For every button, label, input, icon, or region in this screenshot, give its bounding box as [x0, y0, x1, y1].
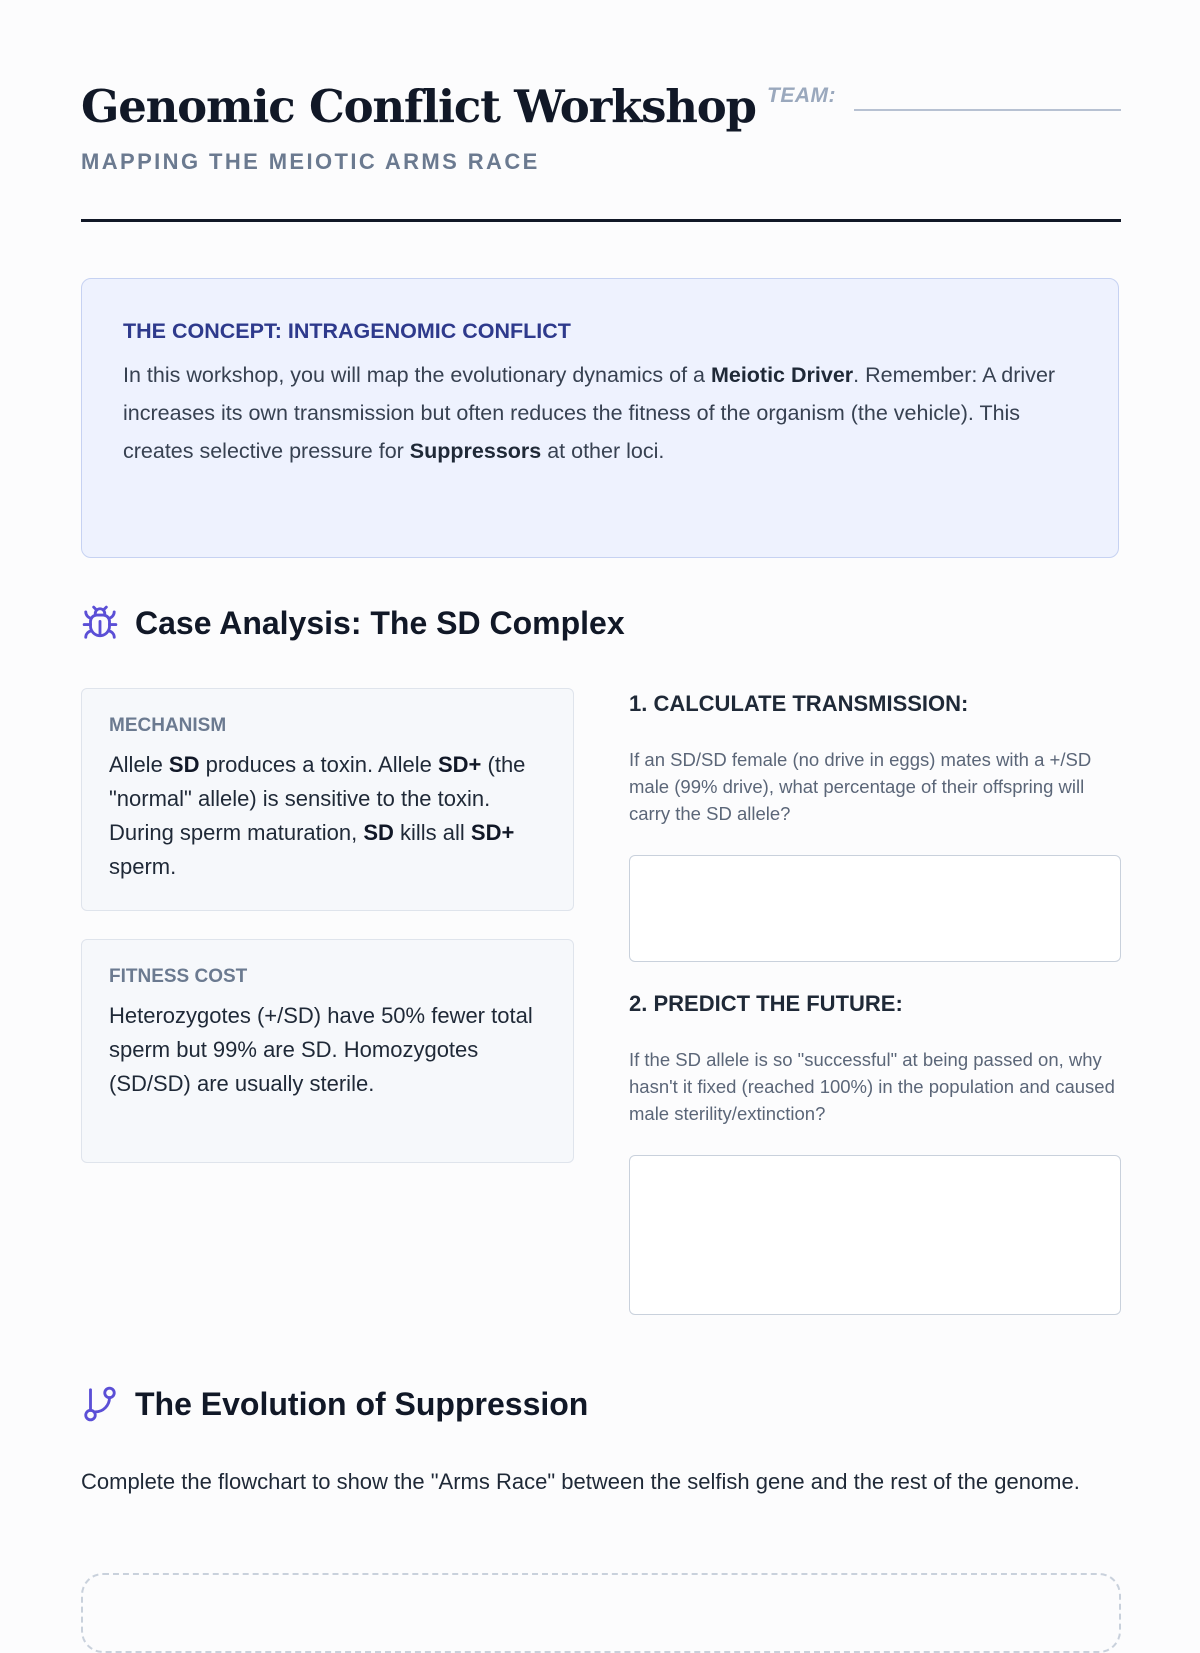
text-run: In this workshop, you will map the evolutionary dynamics of a: [123, 363, 711, 387]
question-2-answer-box[interactable]: [629, 1155, 1121, 1315]
case-analysis-heading: [81, 604, 625, 642]
mechanism-body: [109, 748, 546, 884]
fitness-cost-card: [81, 939, 574, 1163]
text-run: sperm.: [109, 854, 177, 879]
text-run: Allele: [109, 752, 169, 777]
flowchart-instruction: Complete the flowchart to show the "Arms Race" between the selfish gene and the rest of the genome.: [81, 1469, 1080, 1494]
concept-title: THE CONCEPT: INTRAGENOMIC CONFLICT: [123, 319, 571, 343]
case-analysis-title: Case Analysis: The SD Complex: [135, 604, 625, 641]
emphasized-term: SD: [168, 752, 200, 777]
question-1-title: 1. CALCULATE TRANSMISSION:: [629, 691, 969, 716]
text-run: kills all: [393, 820, 471, 845]
emphasized-term: SD+: [470, 820, 515, 845]
question-1-answer-box[interactable]: [629, 855, 1121, 962]
question-2-text: If the SD allele is so "successful" at being passed on, why hasn't it fixed (reached 100%) in the population and caused male sterility/extinction?: [629, 1049, 1115, 1124]
team-name-field[interactable]: [854, 109, 1121, 111]
question-1-text: If an SD/SD female (no drive in eggs) mates with a +/SD male (99% drive), what percentage of their offspring will carry the SD allele?: [629, 749, 1092, 824]
suppression-heading: [81, 1385, 588, 1423]
emphasized-term: Meiotic Driver: [710, 363, 854, 387]
concept-box: [81, 278, 1119, 558]
page-subtitle: MAPPING THE MEIOTIC ARMS RACE: [81, 149, 540, 174]
question-2-title: 2. PREDICT THE FUTURE:: [629, 991, 903, 1016]
concept-body: [123, 356, 1078, 470]
mechanism-label: MECHANISM: [109, 715, 227, 736]
emphasized-term: SD: [363, 820, 394, 845]
header-divider: [81, 219, 1121, 222]
text-run: at other loci.: [541, 439, 665, 463]
emphasized-term: Suppressors: [409, 439, 542, 463]
fitness-cost-label: FITNESS COST: [109, 966, 248, 987]
worksheet-page: [81, 0, 1121, 1600]
git-branch-icon: [81, 1385, 119, 1423]
text-run: (the "normal" allele) is sensitive to the toxin. During sperm maturation,: [109, 752, 526, 845]
text-run: Heterozygotes (+/SD) have 50% fewer total sperm but 99% are SD. Homozygotes (SD/SD) are usually sterile.: [109, 1003, 533, 1096]
suppression-title: The Evolution of Suppression: [135, 1385, 589, 1422]
mechanism-card: [81, 688, 574, 911]
bug-icon: [81, 604, 119, 642]
emphasized-term: SD+: [437, 752, 482, 777]
text-run: produces a toxin. Allele: [199, 752, 438, 777]
text-run: . Remember: A driver increases its own transmission but often reduces the fitness of the organism (the vehicle). This creates selective pressure for: [123, 363, 1056, 463]
fitness-cost-body: [109, 999, 546, 1101]
page-title: Genomic Conflict Workshop: [81, 80, 756, 133]
flowchart-area[interactable]: [81, 1573, 1121, 1653]
team-label: TEAM:: [767, 84, 836, 107]
